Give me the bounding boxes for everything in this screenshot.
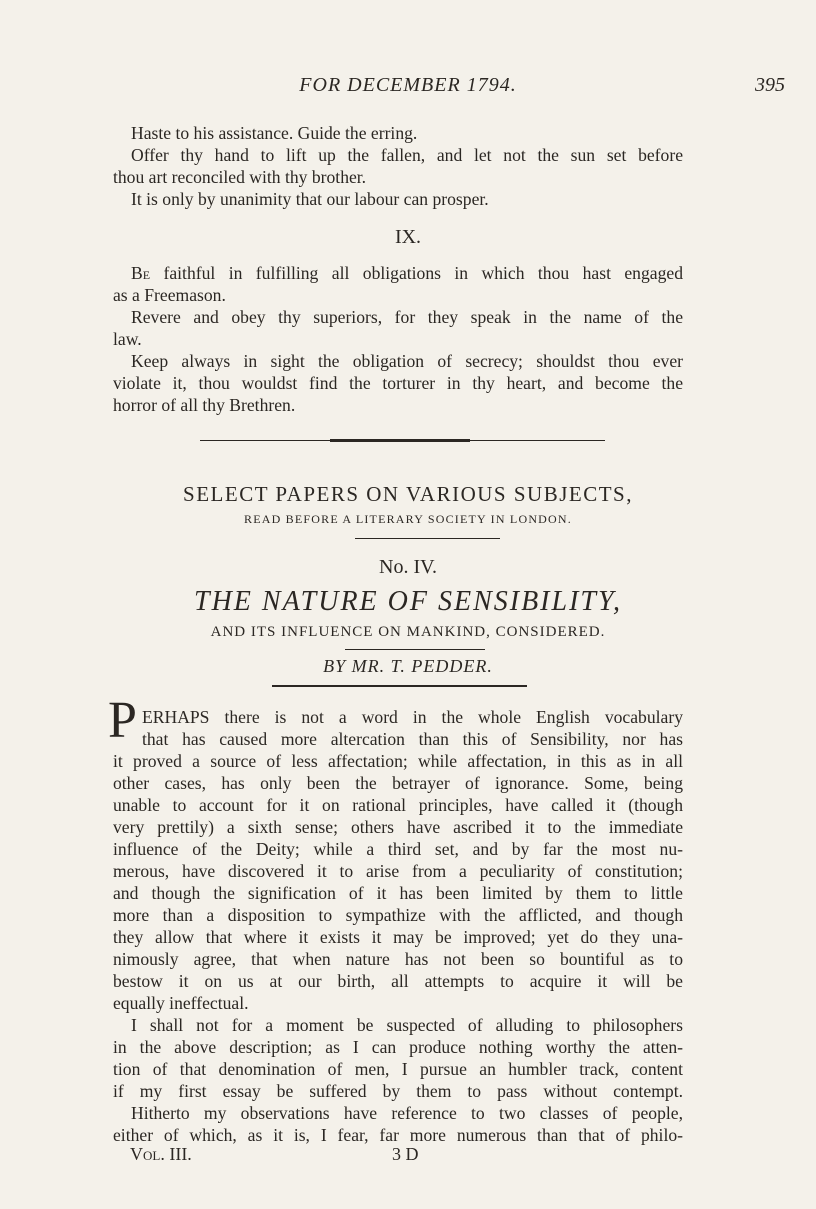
lead-word: Be: [131, 263, 151, 283]
text-line: equally ineffectual.: [113, 993, 249, 1013]
text-span: ERHAPS: [142, 707, 210, 727]
series-subtitle: READ BEFORE A LITERARY SOCIETY IN LONDON.: [244, 512, 572, 526]
text-line: violate it, thou wouldst find the torturer in thy heart, and become the: [113, 373, 683, 393]
text-line: and though the signification of it has been limited by them to little: [113, 883, 683, 903]
text-line: Keep always in sight the obligation of secrecy; shouldst thou ever: [131, 351, 683, 371]
text-line: I shall not for a moment be suspected of alluding to philosophers: [131, 1015, 683, 1035]
text-line: they allow that where it exists it may be improved; yet do they una-: [113, 927, 683, 947]
text-line: if my first essay be suffered by them to pass without contempt.: [113, 1081, 683, 1101]
article-title: THE NATURE OF SENSIBILITY,: [194, 586, 622, 617]
divider-rule-thick: [330, 439, 470, 442]
short-rule: [355, 538, 500, 539]
running-head: FOR DECEMBER 1794.: [299, 74, 517, 96]
text-line: thou art reconciled with thy brother.: [113, 167, 367, 187]
text-line: Revere and obey thy superiors, for they speak in the name of the: [131, 307, 683, 327]
text-line: unable to account for it on rational principles, have called it (though: [113, 795, 683, 815]
short-rule: [345, 649, 485, 650]
text-span: there is not a word in the whole English vocabulary: [209, 707, 683, 727]
text-line: [113, 262, 683, 284]
text-line: Haste to his assistance. Guide the erring.: [131, 123, 418, 143]
text-line: tion of that denomination of men, I pursue an humbler track, content: [113, 1059, 683, 1079]
text-line: that has caused more altercation than this of Sensibility, nor has: [142, 729, 683, 749]
text-line: very prettily) a sixth sense; others have ascribed it to the immediate: [113, 817, 683, 837]
text-span: faithful in fulfilling all obligations in which thou hast engaged: [150, 263, 683, 283]
text-line: bestow it on us at our birth, all attempts to acquire it will be: [113, 971, 683, 991]
text-line: as a Freemason.: [113, 285, 226, 305]
text-line: other cases, has only been the betrayer of ignorance. Some, being: [113, 773, 683, 793]
series-title: SELECT PAPERS ON VARIOUS SUBJECTS,: [183, 482, 633, 506]
paper-number: No. IV.: [379, 556, 437, 578]
drop-cap: P: [108, 692, 137, 749]
text-line: law.: [113, 329, 142, 349]
volume-label: Vol. III.: [130, 1144, 192, 1164]
text-line: it proved a source of less affectation; while affectation, in this as in all: [113, 751, 683, 771]
text-line: Hitherto my observations have reference to two classes of people,: [131, 1103, 683, 1123]
text-line: influence of the Deity; while a third set, and by far the most nu-: [113, 839, 683, 859]
text-line: more than a disposition to sympathize with the afflicted, and though: [113, 905, 683, 925]
text-line: [142, 706, 683, 728]
text-line: horror of all thy Brethren.: [113, 395, 296, 415]
section-numeral: IX.: [394, 226, 422, 248]
article-subtitle: AND ITS INFLUENCE ON MANKIND, CONSIDERED.: [210, 624, 606, 640]
text-line: in the above description; as I can produce nothing worthy the atten-: [113, 1037, 683, 1057]
text-line: merous, have discovered it to arise from a peculiarity of constitution;: [113, 861, 683, 881]
signature-mark: 3 D: [392, 1144, 419, 1164]
byline-rule: [272, 685, 527, 687]
text-line: It is only by unanimity that our labour can prosper.: [131, 189, 489, 209]
byline: BY MR. T. PEDDER.: [323, 656, 493, 676]
text-line: either of which, as it is, I fear, far more numerous than that of philo-: [113, 1125, 683, 1145]
page-number: 395: [755, 74, 785, 96]
text-line: Offer thy hand to lift up the fallen, and let not the sun set before: [131, 145, 683, 165]
text-line: nimously agree, that when nature has not been so bountiful as to: [113, 949, 683, 969]
